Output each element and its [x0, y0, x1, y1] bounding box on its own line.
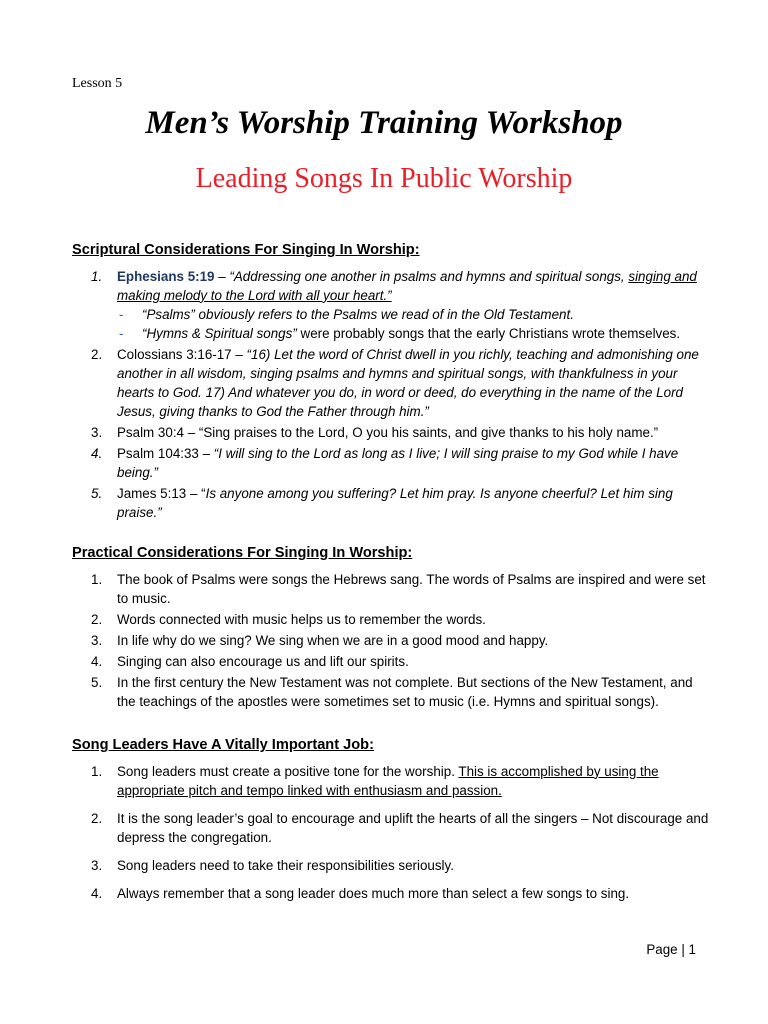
item-number: 1.	[91, 763, 103, 779]
item-text: Psalm 30:4 – “Sing praises to the Lord, O you his saints, and give thanks to his holy name.”	[117, 424, 659, 440]
list-item	[72, 762, 712, 800]
item-number: 2.	[91, 346, 103, 362]
scripture-quote: “Addressing one another in psalms and hymns and spiritual songs,	[229, 268, 629, 284]
item-text: The book of Psalms were songs the Hebrews sang. The words of Psalms are inspired and were set to music.	[117, 571, 706, 606]
separator: – “	[186, 486, 206, 502]
list-item	[72, 884, 712, 903]
scripture-quote: “I will sing to the Lord as long as I live; I will sing praise to my God while I have being.”	[117, 446, 679, 481]
list-item	[72, 267, 712, 343]
dash-bullet: -	[119, 306, 124, 322]
item-text: Singing can also encourage us and lift our spirits.	[117, 653, 409, 669]
list-item	[72, 484, 712, 522]
page-subtitle: Leading Songs In Public Worship	[195, 163, 573, 194]
item-text: It is the song leader’s goal to encourage and uplift the hearts of all the singers – Not discourage and depress the congregation.	[117, 810, 709, 845]
item-number: 1.	[91, 268, 103, 284]
item-number: 2.	[91, 810, 103, 826]
item-text: In the first century the New Testament was not complete. But sections of the New Testament, and the teachings of the apostles were sometimes set to music (i.e. Hymns and spiritual songs).	[117, 674, 693, 709]
item-text: Song leaders need to take their responsibilities seriously.	[117, 857, 454, 873]
item-text: In life why do we sing? We sing when we are in a good mood and happy.	[117, 632, 549, 648]
section-heading: Practical Considerations For Singing In Worship:	[72, 545, 413, 561]
list-item	[72, 345, 712, 421]
sub-list	[117, 305, 712, 343]
list-item	[72, 652, 712, 671]
item-text: Song leaders must create a positive tone for the worship.	[117, 763, 459, 779]
list-item	[72, 631, 712, 650]
scripture-quote-underlined: singing and making melody to the Lord with all your heart.”	[117, 268, 697, 303]
item-number: 3.	[91, 632, 103, 648]
page-separator: |	[677, 942, 689, 957]
page-footer	[646, 940, 696, 959]
lesson-label: Lesson 5	[72, 76, 123, 91]
item-number: 4.	[91, 653, 103, 669]
section-heading: Scriptural Considerations For Singing In Worship:	[72, 242, 420, 258]
scripture-quote: “16) Let the word of Christ dwell in you richly, teaching and admonishing one another in all wisdom, singing psalms and hymns and spiritual songs, with thankfulness in your hearts to God. 17) And whatever you do, in word or deed, do everything in the name of the Lord Jesus, giving thanks to God the Father through him.”	[117, 346, 699, 419]
page-title: Men’s Worship Training Workshop	[145, 105, 623, 141]
section-scriptural	[72, 240, 712, 524]
sub-item-text: obviously refers to the Psalms we read of in the Old Testament.	[194, 306, 574, 322]
emphasis-text: “Hymns & Spiritual songs”	[142, 325, 297, 341]
section-practical	[72, 543, 712, 713]
list-item	[72, 673, 712, 711]
scripture-reference: Colossians 3:16-17	[117, 346, 232, 362]
item-number: 3.	[91, 424, 103, 440]
item-number: 1.	[91, 571, 103, 587]
item-text: Always remember that a song leader does much more than select a few songs to sing.	[117, 885, 630, 901]
item-number: 5.	[91, 674, 103, 690]
list-item	[72, 570, 712, 608]
sub-item-text: were probably songs that the early Christians wrote themselves.	[296, 325, 681, 341]
scripture-reference: Psalm 104:33	[117, 446, 199, 461]
separator: –	[231, 346, 247, 362]
separator: –	[198, 446, 214, 461]
scripture-reference: Ephesians 5:19	[117, 268, 215, 284]
item-text-underlined: This is accomplished by using the appropriate pitch and tempo linked with enthusiasm and passion.	[117, 763, 659, 798]
page-number: 1	[688, 942, 696, 957]
list-item	[72, 610, 712, 629]
list-item	[72, 444, 712, 482]
item-number: 2.	[91, 611, 103, 627]
sub-list-item	[117, 324, 712, 343]
item-number: 4.	[91, 446, 103, 461]
item-number: 4.	[91, 885, 103, 901]
section-heading: Song Leaders Have A Vitally Important Job:	[72, 737, 374, 753]
page-label: Page	[646, 942, 678, 957]
list-item	[72, 856, 712, 875]
item-text: Words connected with music helps us to remember the words.	[117, 611, 486, 627]
list-item	[72, 809, 712, 847]
separator: –	[214, 268, 230, 284]
item-number: 5.	[91, 486, 103, 502]
item-number: 3.	[91, 857, 103, 873]
list-item	[72, 423, 712, 442]
section-song-leaders	[72, 735, 712, 912]
scripture-quote: Is anyone among you suffering? Let him pray. Is anyone cheerful? Let him sing praise.”	[117, 486, 673, 521]
dash-bullet: -	[119, 325, 124, 341]
scripture-reference: James 5:13	[117, 486, 187, 502]
emphasis-text: “Psalms”	[142, 306, 195, 322]
sub-list-item	[117, 305, 712, 324]
